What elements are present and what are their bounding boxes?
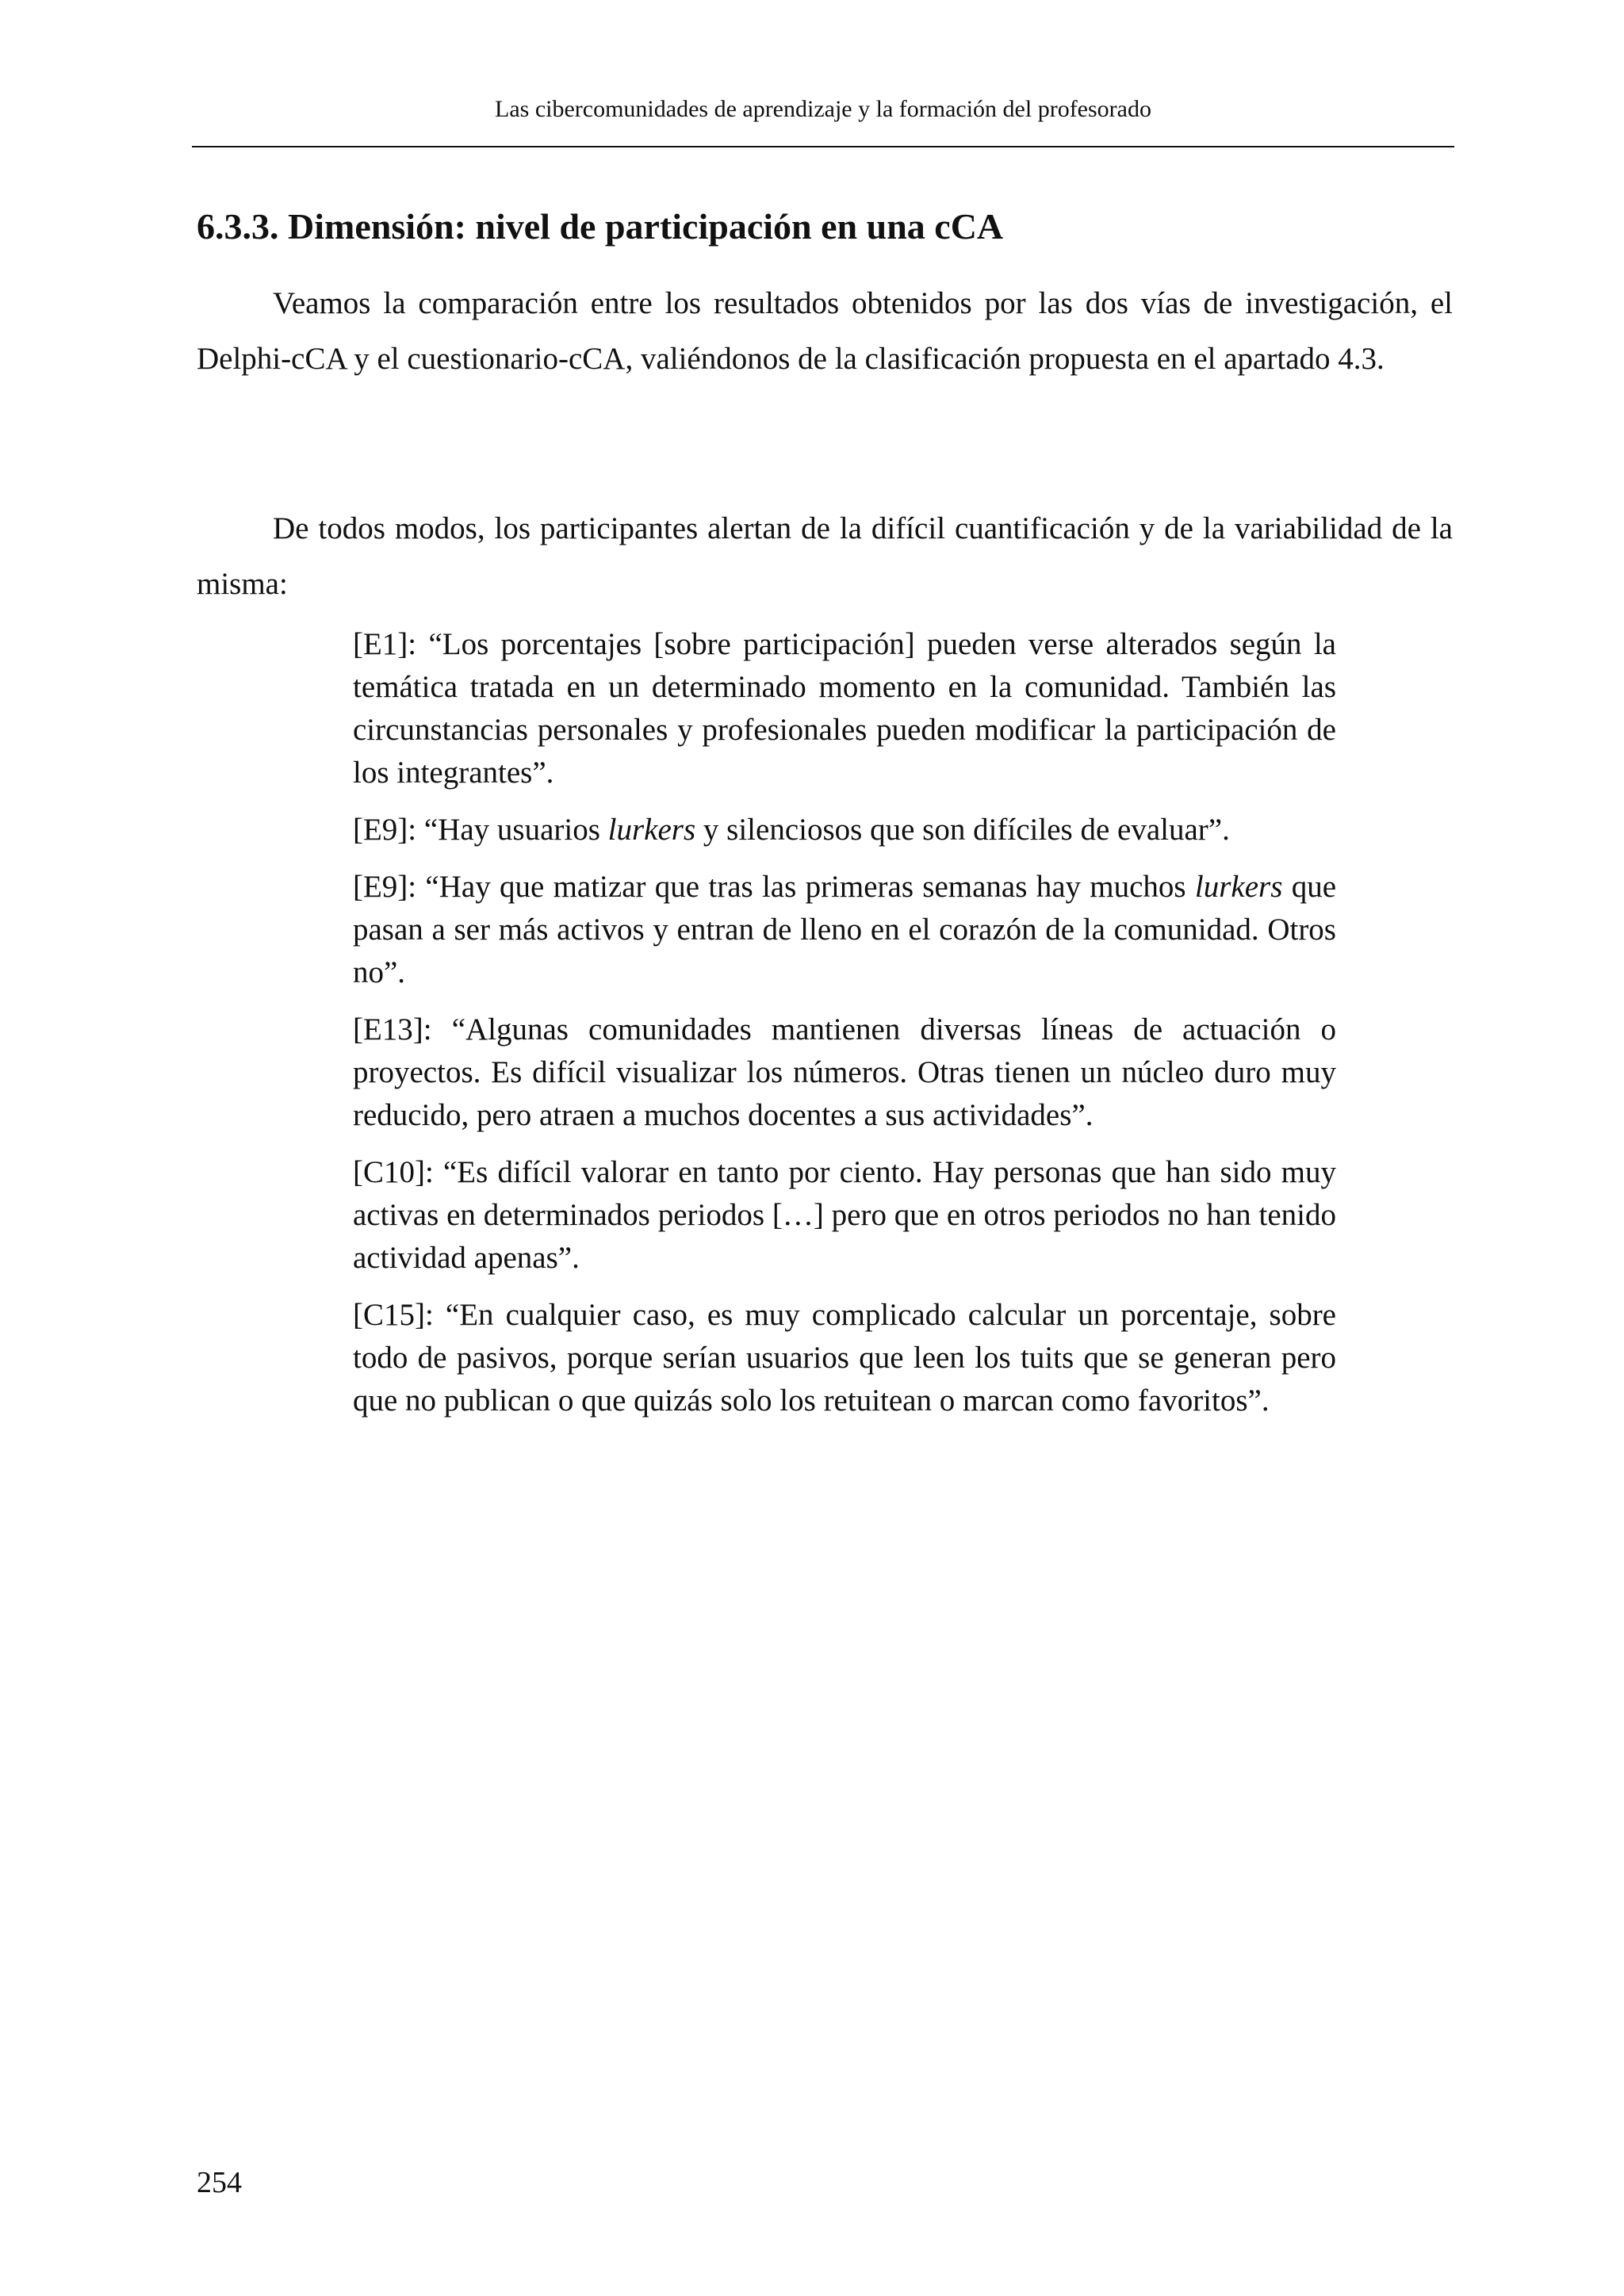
quote-text: “Algunas comunidades mantienen diversas líneas de actuación o proyectos. Es difícil visualizar los números. Otras tienen un núcleo duro muy reducido, pero atraen a muchos docentes a sus actividades”.	[353, 1012, 1337, 1132]
quote-emphasis: lurkers	[1194, 870, 1283, 904]
quote-text: que pasan a ser más activos y entran de lleno en el corazón de la comunidad. Otros no”.	[353, 870, 1336, 989]
quote-label: [E13]:	[353, 1012, 432, 1047]
body-paragraph: De todos modos, los participantes alertan de la difícil cuantificación y de la variabilidad de la misma:	[197, 511, 1453, 601]
quote-label: [E9]:	[353, 870, 417, 904]
quote-text: “Los porcentajes [sobre participación] pueden verse alterados según la temática tratada en un determinado momento en la comunidad. También las circunstancias personales y profesionales pueden modificar la participación de los integrantes”.	[353, 627, 1336, 790]
body-paragraph: Veamos la comparación entre los resultados obtenidos por las dos vías de investigación, el Delphi-cCA y el cuestionario-cCA, valiéndonos de la clasificación propuesta en el apartado 4.3.	[197, 286, 1453, 376]
quote-label: [C10]:	[353, 1155, 434, 1189]
quote-item	[353, 1008, 1336, 1137]
quote-text: “Hay que matizar que tras las primeras semanas hay muchos	[425, 870, 1195, 904]
page-number: 254	[197, 2166, 242, 2199]
quote-emphasis: lurkers	[607, 813, 696, 847]
quote-item	[353, 1294, 1336, 1422]
quote-item	[353, 1151, 1336, 1280]
quote-text: “En cualquier caso, es muy complicado calcular un porcentaje, sobre todo de pasivos, porque serían usuarios que leen los tuits que se generan pero que no publican o que quizás solo los retuitean o marcan como favoritos”.	[353, 1298, 1336, 1418]
running-header: Las cibercomunidades de aprendizaje y la formación del profesorado	[495, 96, 1151, 122]
quote-label: [C15]:	[353, 1298, 434, 1332]
quote-text: y silenciosos que son difíciles de evaluar”.	[695, 813, 1230, 847]
quote-label: [E1]:	[353, 627, 417, 661]
quote-text: “Hay usuarios	[423, 813, 608, 847]
quote-item	[353, 809, 1336, 851]
quote-item	[353, 623, 1336, 794]
quote-list	[353, 623, 1336, 1437]
quote-label: [E9]:	[353, 813, 417, 847]
quote-text: “Es difícil valorar en tanto por ciento. Hay personas que han sido muy activas en determinados periodos […] pero que en otros periodos no han tenido actividad apenas”.	[353, 1155, 1337, 1275]
quote-item	[353, 866, 1336, 994]
header-rule	[192, 146, 1454, 147]
section-heading: 6.3.3. Dimensión: nivel de participación en una cCA	[197, 206, 1004, 247]
